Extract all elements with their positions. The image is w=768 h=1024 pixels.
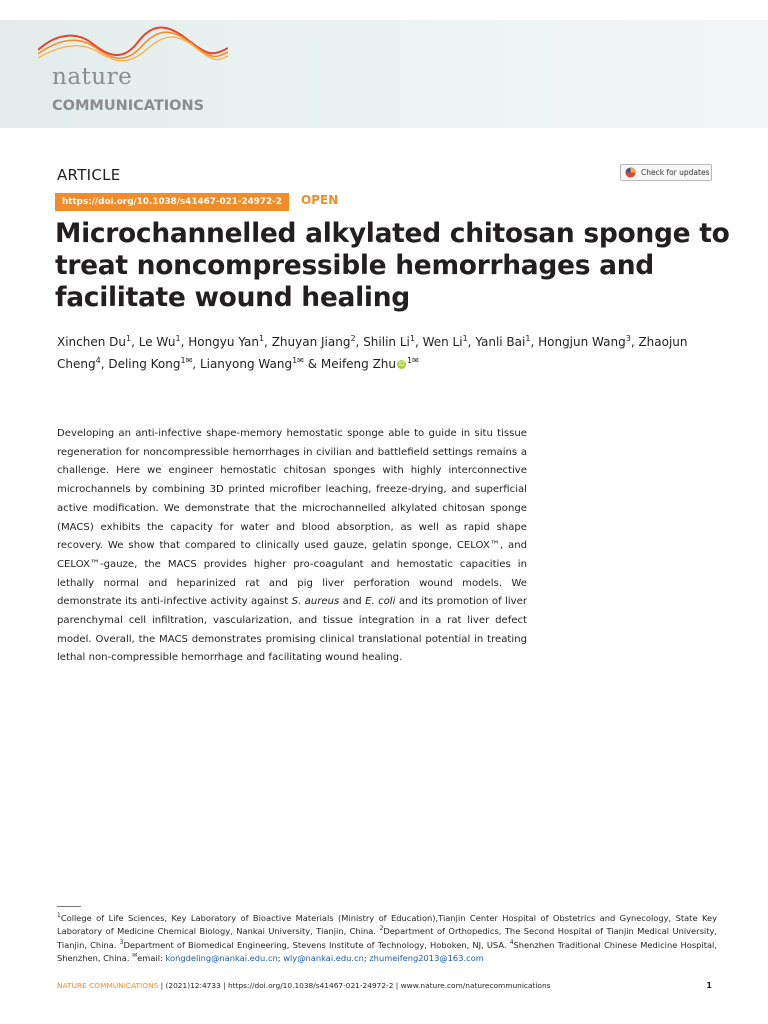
- email-link-wly[interactable]: wly@nankai.edu.cn: [283, 953, 364, 964]
- author-separator: ,: [355, 335, 364, 349]
- page-footer: [57, 981, 712, 990]
- article-type-label: ARTICLE: [57, 166, 121, 184]
- author-affiliation: 1: [175, 334, 181, 343]
- author-affiliation: 1✉: [407, 356, 419, 365]
- author-name: Yanli Bai: [475, 335, 526, 349]
- check-for-updates-button[interactable]: [620, 164, 712, 181]
- author-affiliation: 1: [126, 334, 132, 343]
- author-affiliation: 1: [462, 334, 468, 343]
- author-affiliation: 1: [409, 334, 415, 343]
- affiliation-number: 1: [57, 912, 61, 920]
- author-separator: ,: [180, 335, 189, 349]
- affiliation-4: Shenzhen Traditional Chinese Medicine Hospital, Shenzhen, China.: [57, 939, 717, 964]
- author-list: [57, 331, 717, 375]
- open-access-label: OPEN: [301, 193, 339, 207]
- nature-waves-logo-icon: [38, 22, 228, 70]
- footer-citation-text: | (2021)12:4733 | https://doi.org/10.1038/s41467-021-24972-2 | www.nature.com/naturecommunications: [158, 981, 551, 990]
- email-icon: ✉: [132, 952, 138, 960]
- journal-header-band: [0, 20, 768, 128]
- abstract: [57, 425, 527, 668]
- email-label: email:: [137, 953, 166, 964]
- author-name: Xinchen Du: [57, 335, 127, 349]
- affiliations: [57, 912, 717, 966]
- affiliation-number: 2: [379, 925, 384, 933]
- author-name: Lianyong Wang: [199, 357, 293, 371]
- author-name: Hongyu Yan: [188, 335, 259, 349]
- author-separator: ,: [414, 335, 423, 349]
- footer-citation: [57, 981, 550, 990]
- abstract-text-1: Developing an anti-infective shape-memory hemostatic sponge able to guide in situ tissue regeneration for noncompressible hemorrhages in civilian and battlefield settings remains a challenge. Here we engineer hemostatic chitosan sponges with highly interconnective microchannels by combining 3D printed microfiber leaching, freeze-drying, and superficial active modification. We demonstrate that the microchannelled alkylated chitosan sponge (MACS) exhibits the capacity for water and blood absorption, as well as rapid shape recovery. We show that compared to clinically used gauze, gelatin sponge, CELOX™, and CELOX™-gauze, the MACS provides higher pro-coagulant and hemostatic capacities in lethally normal and heparinized rat and pig liver perforation wound models. We demonstrate its anti-infective activity against: [57, 428, 527, 608]
- email-separator: ;: [363, 953, 370, 964]
- author-affiliation: 2: [350, 334, 356, 343]
- author-separator: ,: [264, 335, 272, 349]
- logo-nature: nature: [52, 64, 133, 90]
- author-name: Shilin Li: [363, 335, 410, 349]
- abstract-and: and: [339, 596, 366, 608]
- author-name: Le Wu: [138, 335, 176, 349]
- author-affiliation: 1: [258, 334, 265, 343]
- author-separator: ,: [131, 335, 139, 349]
- orcid-icon[interactable]: iD: [398, 361, 405, 368]
- footnote-divider: [57, 906, 81, 907]
- author-name: Meifeng Zhu: [320, 357, 397, 371]
- author-name: Hongjun Wang: [538, 335, 626, 349]
- abstract-text-2: and its promotion of liver parenchymal cell infiltration, vascularization, and tissue integration in a rat liver defect model. Overall, the MACS demonstrates promising clinical translational potential in treating lethal non-compressible hemorrhage and facilitating wound healing.: [57, 596, 527, 664]
- author-separator: &: [303, 357, 321, 371]
- author-name: Deling Kong: [108, 357, 181, 371]
- author-name: Zhaojun Cheng: [57, 335, 688, 371]
- check-updates-icon: [625, 167, 636, 178]
- email-separator: ;: [277, 953, 284, 964]
- author-separator: ,: [630, 335, 639, 349]
- author-affiliation: 3: [625, 334, 631, 343]
- affiliation-number: 4: [509, 939, 514, 947]
- email-link-kongdeling[interactable]: kongdeling@nankai.edu.cn: [165, 953, 278, 964]
- abstract-italic-saureus: S. aureus: [291, 596, 340, 608]
- page-number: 1: [706, 981, 712, 990]
- footer-journal-name: NATURE COMMUNICATIONS: [57, 981, 159, 990]
- affiliation-1: College of Life Sciences, Key Laboratory of Bioactive Materials (Ministry of Education),Tianjin Center Hospital of Obstetrics and Gynecology, State Key Laboratory of Medicine Chemical Biology, Nankai University, Tianjin, China.: [57, 913, 717, 937]
- affiliation-3: Department of Biomedical Engineering, Stevens Institute of Technology, Hoboken, NJ, USA.: [123, 939, 510, 950]
- article-title: Microchannelled alkylated chitosan sponge to treat noncompressible hemorrhages and facilitate wound healing: [55, 218, 730, 313]
- author-name: Wen Li: [422, 335, 463, 349]
- check-for-updates-label: Check for updates: [641, 168, 710, 177]
- affiliation-2: Department of Orthopedics, The Second Hospital of Tianjin Medical University, Tianjin, China.: [57, 926, 717, 950]
- author-affiliation: 1: [525, 334, 531, 343]
- author-affiliation: 1✉: [180, 356, 193, 365]
- email-link-zhumeifeng[interactable]: zhumeifeng2013@163.com: [369, 953, 484, 964]
- logo-communications: COMMUNICATIONS: [52, 98, 205, 114]
- author-affiliation: 4: [95, 356, 101, 365]
- author-separator: ,: [100, 357, 109, 371]
- author-separator: ,: [192, 357, 200, 371]
- author-affiliation: 1✉: [292, 356, 304, 365]
- author-separator: ,: [530, 335, 539, 349]
- author-separator: ,: [467, 335, 476, 349]
- doi-badge-link[interactable]: https://doi.org/10.1038/s41467-021-24972-2: [55, 193, 289, 211]
- abstract-italic-ecoli: E. coli: [365, 596, 396, 608]
- affiliation-number: 3: [119, 939, 124, 947]
- author-name: Zhuyan Jiang: [271, 335, 351, 349]
